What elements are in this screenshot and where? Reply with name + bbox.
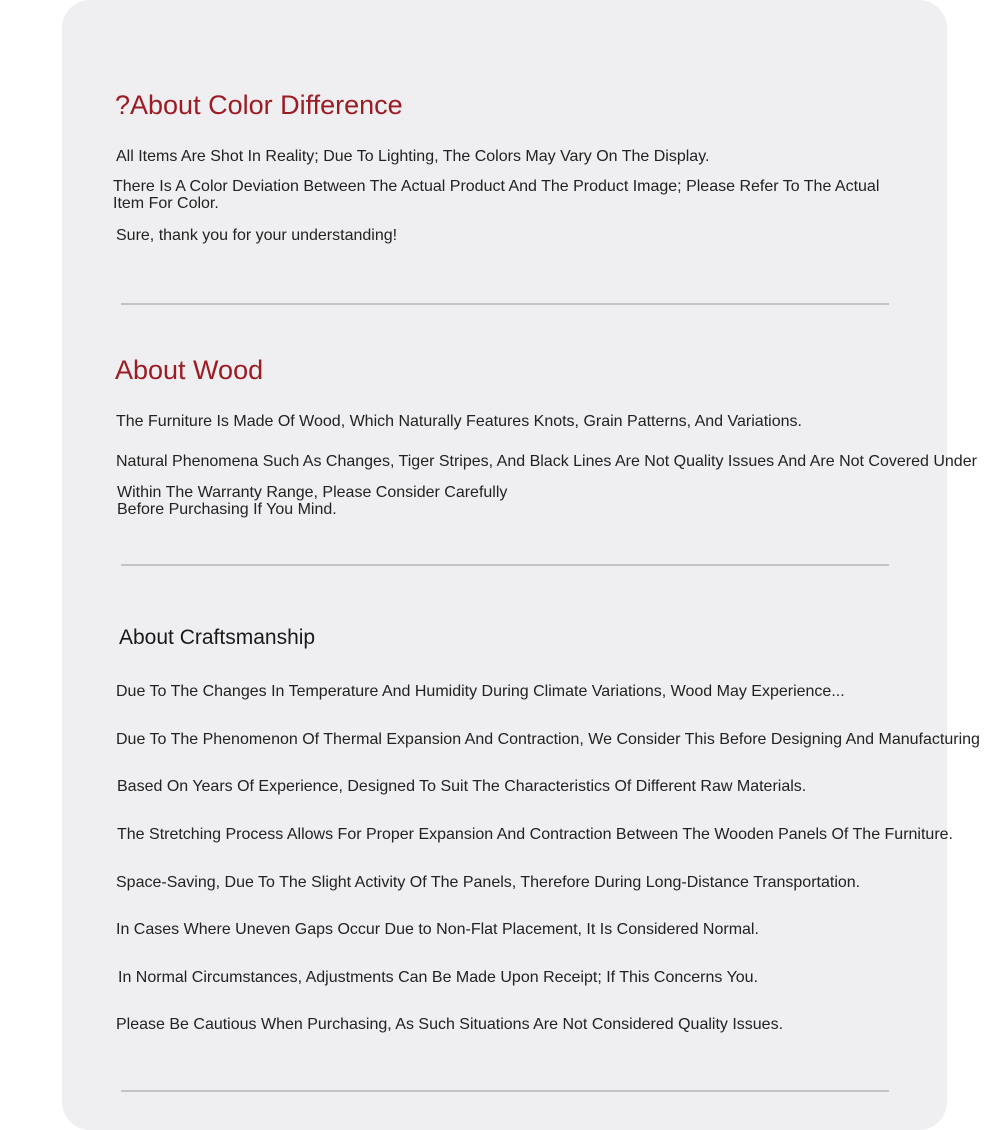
- color-difference-title: ?About Color Difference: [115, 90, 403, 120]
- color-line-1: All Items Are Shot In Reality; Due To Lighting, The Colors May Vary On The Display.: [116, 148, 710, 165]
- divider-1: [121, 303, 889, 305]
- craftsmanship-title: About Craftsmanship: [119, 626, 316, 649]
- wood-line-3: Within The Warranty Range, Please Consider Carefully Before Purchasing If You Mind.: [117, 484, 508, 518]
- craft-line-4: The Stretching Process Allows For Proper Expansion And Contraction Between The Wooden Panels Of The Furniture.: [117, 826, 953, 843]
- color-line-3: Sure, thank you for your understanding!: [116, 227, 398, 244]
- craft-line-5: Space-Saving, Due To The Slight Activity Of The Panels, Therefore During Long-Distance Transportation.: [116, 874, 861, 891]
- wood-line-2: Natural Phenomena Such As Changes, Tiger Stripes, And Black Lines Are Not Quality Issues And Are Not Covered Under: [116, 453, 977, 470]
- wood-line-1: The Furniture Is Made Of Wood, Which Naturally Features Knots, Grain Patterns, And Variations.: [116, 413, 802, 430]
- color-line-2: There Is A Color Deviation Between The Actual Product And The Product Image; Please Refer To The Actual Item For Color.: [113, 178, 880, 212]
- craft-line-3: Based On Years Of Experience, Designed To Suit The Characteristics Of Different Raw Materials.: [117, 778, 807, 795]
- craft-line-1: Due To The Changes In Temperature And Humidity During Climate Variations, Wood May Experience...: [116, 683, 845, 700]
- craft-line-6: In Cases Where Uneven Gaps Occur Due to Non-Flat Placement, It Is Considered Normal.: [116, 921, 759, 938]
- divider-2: [121, 564, 889, 566]
- craft-line-8: Please Be Cautious When Purchasing, As Such Situations Are Not Considered Quality Issues.: [116, 1016, 784, 1033]
- craft-line-7: In Normal Circumstances, Adjustments Can Be Made Upon Receipt; If This Concerns You.: [118, 969, 759, 986]
- divider-3: [121, 1090, 889, 1092]
- wood-title: About Wood: [115, 355, 264, 385]
- craft-line-2: Due To The Phenomenon Of Thermal Expansion And Contraction, We Consider This Before Designing And Manufacturing: [116, 731, 980, 748]
